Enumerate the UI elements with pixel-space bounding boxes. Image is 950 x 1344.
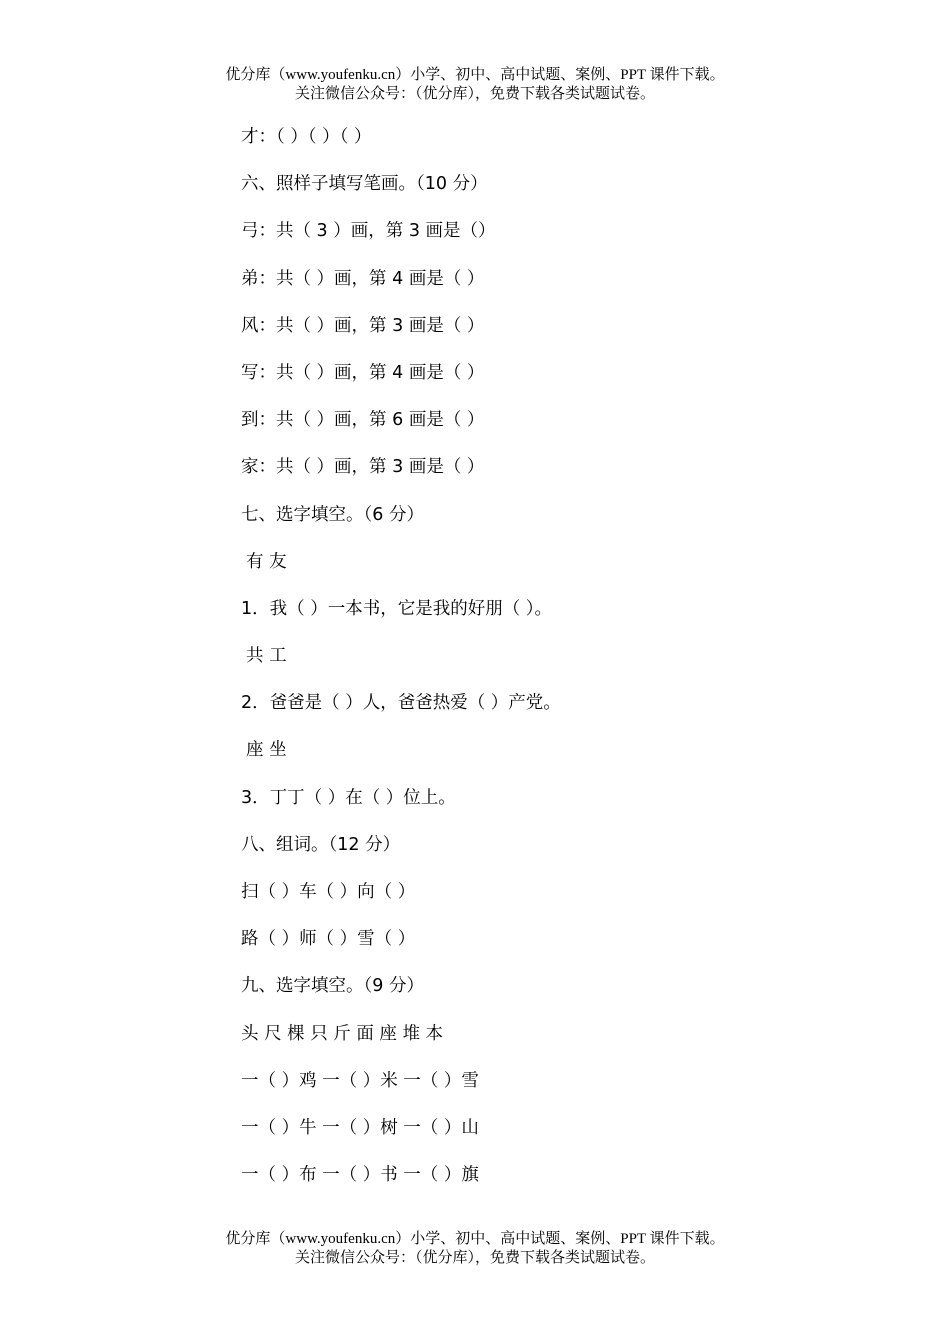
question-cai-line: 才：（ ）（ ）（ ） — [241, 127, 372, 147]
page-header — [0, 66, 950, 104]
section-9-title: 九、选字填空。（9 分） — [241, 976, 424, 997]
stroke-question-di: 弟：共（ ）画，第 4 画是（ ） — [241, 268, 485, 289]
stroke-question-xie: 写：共（ ）画，第 4 画是（ ） — [241, 362, 485, 383]
measure-word-row-3: 一（ ）布 一（ ）书 一（ ）旗 — [241, 1165, 479, 1186]
choice-options-3: 座 坐 — [246, 740, 287, 761]
stroke-example-gong: 弓：共（ 3 ）画，第 3 画是（） — [241, 221, 496, 242]
section-7-title: 七、选字填空。（6 分） — [241, 504, 424, 525]
stroke-question-jia: 家：共（ ）画，第 3 画是（ ） — [241, 457, 485, 478]
stroke-question-dao: 到：共（ ）画，第 6 画是（ ） — [241, 410, 485, 431]
measure-word-options: 头 尺 棵 只 斤 面 座 堆 本 — [241, 1023, 444, 1044]
fill-question-3: 3．丁丁（ ）在（ ）位上。 — [241, 787, 456, 808]
header-line-2: 关注微信公众号：（优分库），免费下载各类试题试卷。 — [294, 86, 655, 102]
measure-word-row-1: 一（ ）鸡 一（ ）米 一（ ）雪 — [241, 1070, 479, 1091]
choice-options-1: 有 友 — [246, 551, 287, 572]
footer-line-2: 关注微信公众号：（优分库），免费下载各类试题试卷。 — [294, 1250, 655, 1266]
word-group-row-1: 扫（ ）车（ ）向（ ） — [241, 882, 416, 902]
measure-word-row-2: 一（ ）牛 一（ ）树 一（ ）山 — [241, 1117, 479, 1138]
worksheet-body — [241, 120, 861, 1205]
section-8-title: 八、组词。（12 分） — [241, 834, 401, 855]
footer-line-1: 优分库（www.youfenku.cn）小学、初中、高中试题、案例、PPT 课件下载。 — [225, 1231, 725, 1247]
section-6-title: 六、照样子填写笔画。（10 分） — [241, 174, 488, 195]
stroke-question-feng: 风：共（ ）画，第 3 画是（ ） — [241, 315, 485, 336]
word-group-row-2: 路（ ）师（ ）雪（ ） — [241, 929, 416, 950]
page-footer — [0, 1230, 950, 1268]
fill-question-1: 1．我（ ）一本书，它是我的好朋（ ）。 — [241, 598, 553, 619]
choice-options-2: 共 工 — [246, 646, 287, 667]
header-line-1: 优分库（www.youfenku.cn）小学、初中、高中试题、案例、PPT 课件下载。 — [225, 67, 725, 83]
fill-question-2: 2．爸爸是（ ）人，爸爸热爱（ ）产党。 — [241, 693, 561, 714]
